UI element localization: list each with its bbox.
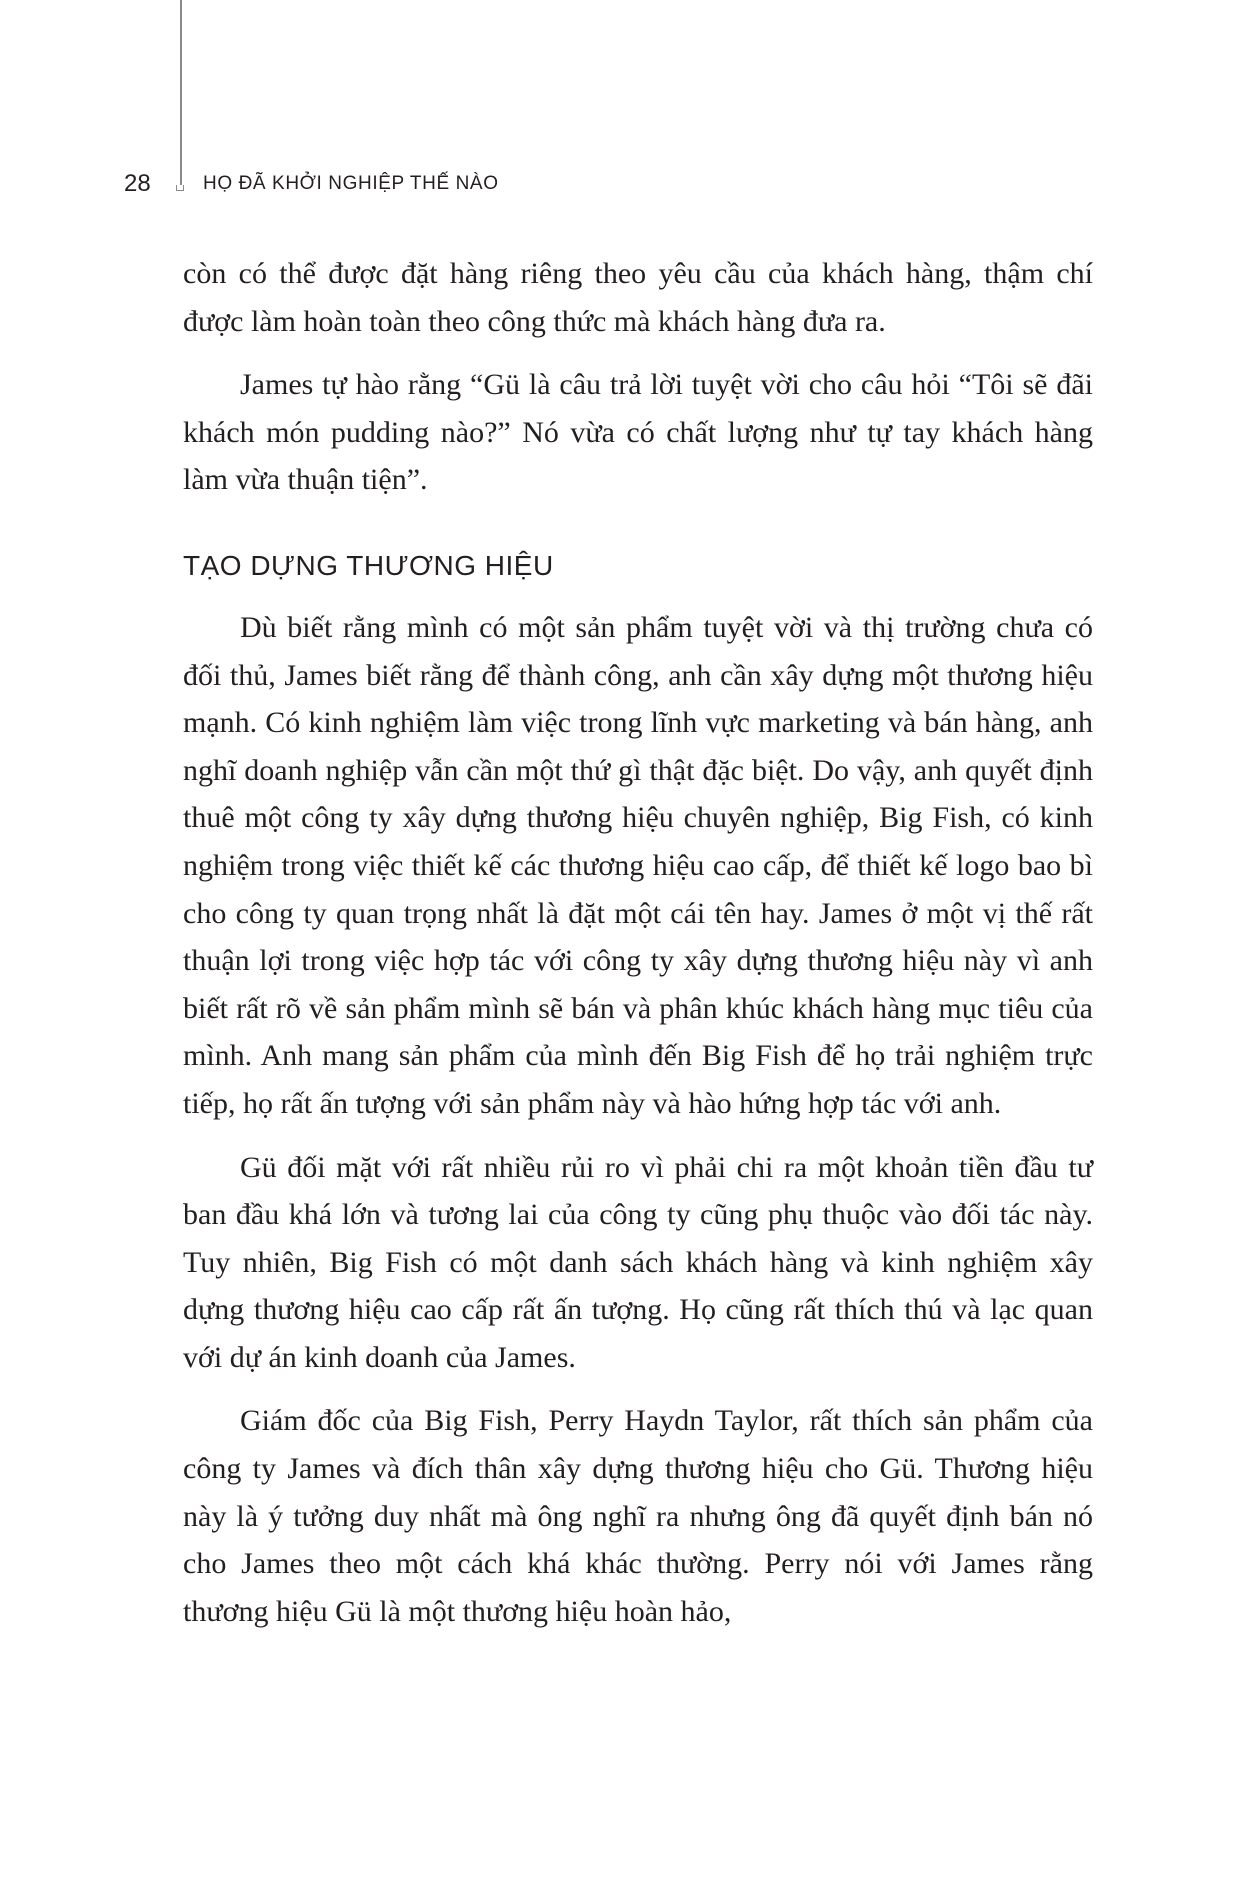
margin-rule	[180, 0, 182, 185]
page-body	[183, 250, 1093, 1635]
paragraph-risk: Gü đối mặt với rất nhiều rủi ro vì phải chi ra một khoản tiền đầu tư ban đầu khá lớn và tương lai của công ty cũng phụ thuộc vào đối tác này. Tuy nhiên, Big Fish có một danh sách khách hàng và kinh nghiệm xây dựng thương hiệu cao cấp rất ấn tượng. Họ cũng rất thích thú và lạc quan với dự án kinh doanh của James.	[183, 1150, 1093, 1374]
paragraph-continuation: còn có thể được đặt hàng riêng theo yêu cầu của khách hàng, thậm chí được làm hoàn toàn theo công thức mà khách hàng đưa ra.	[183, 257, 1093, 338]
running-header	[0, 168, 1245, 208]
paragraph-branding: Dù biết rằng mình có một sản phẩm tuyệt vời và thị trường chưa có đối thủ, James biết rằng để thành công, anh cần xây dựng một thương hiệu mạnh. Có kinh nghiệm làm việc trong lĩnh vực marketing và bán hàng, anh nghĩ doanh nghiệp vẫn cần một thứ gì thật đặc biệt. Do vậy, anh quyết định thuê một công ty xây dựng thương hiệu chuyên nghiệp, Big Fish, có kinh nghiệm trong việc thiết kế các thương hiệu cao cấp, để thiết kế logo bao bì cho công ty quan trọng nhất là đặt một cái tên hay. James ở một vị thế rất thuận lợi trong việc hợp tác với công ty xây dựng thương hiệu này vì anh biết rất rõ về sản phẩm mình sẽ bán và phân khúc khách hàng mục tiêu của mình. Anh mang sản phẩm của mình đến Big Fish để họ trải nghiệm trực tiếp, họ rất ấn tượng với sản phẩm này và hào hứng hợp tác với anh.	[183, 610, 1093, 1120]
paragraph-quote: James tự hào rằng “Gü là câu trả lời tuyệt vời cho câu hỏi “Tôi sẽ đãi khách món pudding nào?” Nó vừa có chất lượng như tự tay khách hàng làm vừa thuận tiện”.	[183, 368, 1093, 497]
running-title: HỌ ĐÃ KHỞI NGHIỆP THẾ NÀO	[203, 173, 499, 194]
paragraph-director: Giám đốc của Big Fish, Perry Haydn Taylor, rất thích sản phẩm của công ty James và đích thân xây dựng thương hiệu cho Gü. Thương hiệu này là ý tưởng duy nhất mà ông nghĩ ra nhưng ông đã quyết định bán nó cho James theo một cách khá khác thường. Perry nói với James rằng thương hiệu Gü là một thương hiệu hoàn hảo,	[183, 1404, 1093, 1628]
page-number: 28	[124, 170, 151, 197]
section-heading: TẠO DỰNG THƯƠNG HIỆU	[183, 549, 554, 581]
